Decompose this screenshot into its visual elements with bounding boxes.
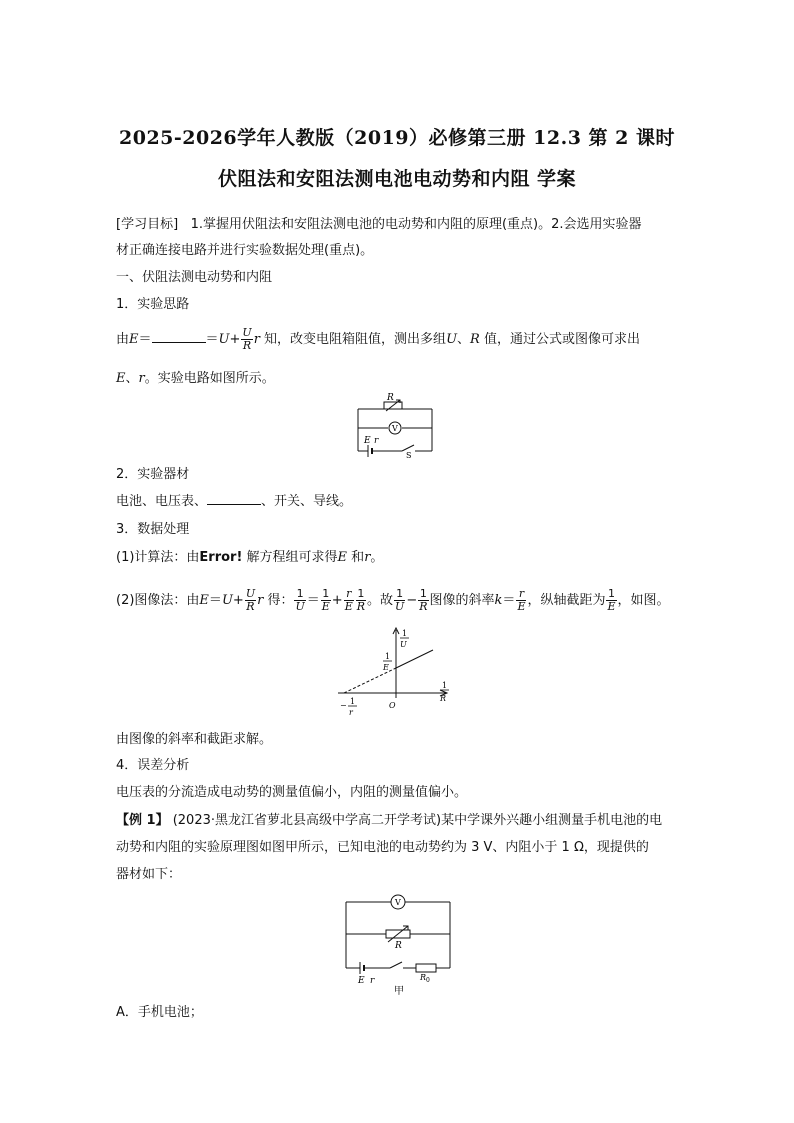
- frac-num: U: [245, 587, 256, 600]
- label-R0: R: [420, 973, 427, 982]
- fraction: [344, 588, 354, 613]
- fraction-U-over-R: [241, 327, 252, 352]
- plus-sign: +: [331, 593, 343, 608]
- document-title-line1: 2025-2026学年人教版（2019）必修第三册 12.3 第 2 课时: [119, 127, 675, 149]
- equipment-line: [116, 493, 352, 511]
- calc-post: 解方程组可求得: [242, 550, 338, 565]
- fraction: [245, 588, 256, 613]
- idea-pre: 由: [116, 332, 130, 347]
- var-E: E: [116, 371, 126, 386]
- fill-blank[interactable]: [152, 342, 206, 343]
- idea-formula-line: [116, 325, 640, 355]
- graph-method-line: [116, 586, 670, 616]
- frac-num: 1: [294, 588, 305, 601]
- equip-post: 、开关、导线。: [261, 494, 353, 509]
- frac-den: R: [356, 600, 366, 613]
- var-r: r: [257, 593, 264, 608]
- frac-num: 1: [322, 587, 330, 600]
- data-line: [396, 650, 433, 668]
- frac-den: E: [607, 600, 616, 613]
- label-E: E: [364, 436, 371, 446]
- fill-blank[interactable]: [207, 504, 261, 505]
- var-r: r: [138, 371, 145, 386]
- fraction: [294, 588, 305, 613]
- var-r: r: [364, 550, 371, 565]
- frac-num: U: [242, 326, 252, 339]
- frac-den: E: [517, 600, 526, 613]
- fraction: [356, 588, 366, 613]
- equip-pre: 电池、电压表、: [116, 494, 208, 509]
- label-R: R: [387, 393, 394, 403]
- var-E: E: [199, 593, 209, 608]
- var-k: k: [494, 593, 503, 608]
- x-intercept-num: 1: [350, 697, 356, 706]
- goal-text1: 1.掌握用伏阻法和安阻法测电池的电动势和内阻的原理(重点)。2.会选用实验器: [190, 217, 642, 232]
- label-r: r: [370, 976, 375, 986]
- frac-num: 1: [419, 587, 427, 600]
- error-field-text: Error!: [199, 550, 243, 565]
- idea-line2: [116, 370, 275, 388]
- heading-error-analysis: 4．误差分析: [116, 758, 190, 773]
- var-r: r: [253, 332, 260, 347]
- var-E: E: [129, 332, 139, 347]
- label-S: S: [406, 451, 412, 458]
- var-R: R: [470, 332, 480, 347]
- idea-post: 知，改变电阻箱阻值，测出多组: [259, 332, 447, 347]
- y-label-num: 1: [402, 629, 408, 638]
- error-analysis-text: 电压表的分流造成电动势的测量值偏小，内阻的测量值偏小。: [116, 785, 468, 800]
- heading-data-processing: 3．数据处理: [116, 522, 190, 537]
- graph-get: 得：: [263, 593, 294, 608]
- eq-sign: ＝: [138, 332, 152, 347]
- label-V: V: [395, 898, 401, 907]
- label-r: r: [374, 436, 379, 446]
- item-a-line: A．手机电池；: [116, 1005, 203, 1020]
- frac-num: 1: [608, 587, 615, 600]
- var-E: E: [337, 550, 348, 565]
- plus-sign: +: [232, 593, 244, 608]
- label-V: V: [392, 424, 398, 433]
- learning-goals-line1: [116, 216, 642, 234]
- eq-sign: ＝: [306, 593, 320, 608]
- frac-num: 1: [394, 588, 405, 601]
- x-label-num: 1: [442, 681, 448, 690]
- frac-den: E: [321, 600, 330, 613]
- frac-den: U: [395, 600, 405, 613]
- calc-and: 和: [347, 550, 365, 565]
- fraction: [394, 588, 405, 613]
- label-R0-subscript: 0: [426, 977, 430, 984]
- heading-equipment: 2．实验器材: [116, 467, 190, 482]
- var-U: U: [218, 332, 230, 347]
- graph-therefore: 。故: [367, 593, 394, 608]
- inverse-U-vs-inverse-R-plot: [334, 624, 464, 724]
- goal-tag: [学习目标]: [116, 217, 179, 232]
- example1-line2: 动势和内阻的实验原理图如图甲所示，已知电池的电动势约为 3 V、内阻小于 1 Ω，现提供的: [116, 840, 649, 855]
- voltmeter-resistor-circuit-diagram: [352, 388, 438, 458]
- example-circuit-diagram-jia: [338, 890, 458, 996]
- x-label-den: R: [440, 694, 447, 703]
- fraction: [418, 588, 428, 613]
- var-U: U: [221, 593, 233, 608]
- frac-den: R: [419, 600, 428, 613]
- calc-pre: (1)计算法：由: [116, 550, 200, 565]
- separator: 、: [457, 332, 471, 347]
- origin-label: O: [389, 701, 396, 710]
- graph-slope: 图像的斜率: [429, 593, 495, 608]
- frac-den: E: [344, 600, 353, 613]
- fraction: [321, 588, 331, 613]
- frac-num: 1: [357, 587, 365, 600]
- heading-experiment-idea: 1．实验思路: [116, 297, 190, 312]
- plus-sign: +: [229, 332, 241, 347]
- fraction: [606, 588, 616, 613]
- label-E: E: [358, 976, 365, 986]
- minus-sign: −: [340, 701, 347, 710]
- learning-goals-line2: 材正确连接电路并进行实验数据处理(重点)。: [116, 243, 374, 258]
- example1-line1: [116, 812, 662, 830]
- graph-solve-line: 由图像的斜率和截距求解。: [116, 732, 273, 747]
- graph-end: ，如图。: [617, 593, 670, 608]
- diagram-caption: 甲: [394, 986, 404, 996]
- example-text1: (2023·黑龙江省萝北县高级中学高二开学考试)某中学课外兴趣小组测量手机电池的电: [172, 813, 663, 828]
- var-U: U: [446, 332, 458, 347]
- eq-sign: ＝: [205, 332, 219, 347]
- eq-sign: ＝: [208, 593, 222, 608]
- frac-num: r: [516, 588, 526, 601]
- intercept-label-den: E: [383, 663, 389, 672]
- example1-line3: 器材如下：: [116, 867, 182, 882]
- graph-intercept: ，纵轴截距为: [527, 593, 606, 608]
- idea2-text: 。实验电路如图所示。: [144, 371, 275, 386]
- frac-den: R: [246, 600, 255, 613]
- protective-resistor-symbol: [416, 964, 436, 972]
- idea-post2: 值，通过公式或图像可求出: [479, 332, 640, 347]
- x-intercept-den: r: [349, 708, 353, 717]
- minus-sign: −: [406, 593, 418, 608]
- label-R: R: [395, 941, 402, 951]
- document-title-line2: 伏阻法和安阻法测电池电动势和内阻 学案: [217, 168, 577, 190]
- calc-end: 。: [370, 550, 384, 565]
- section1-heading: 一、伏阻法测电动势和内阻: [116, 270, 273, 285]
- example-tag: 【例 1】: [116, 813, 169, 828]
- y-label-den: U: [400, 640, 407, 649]
- eq-sign: ＝: [502, 593, 516, 608]
- frac-den: U: [295, 600, 305, 613]
- frac-den: R: [242, 339, 252, 352]
- separator: 、: [125, 371, 139, 386]
- fraction: [516, 588, 526, 613]
- intercept-label-num: 1: [385, 652, 391, 661]
- switch-symbol: [390, 962, 402, 968]
- graph-pre: (2)图像法：由: [116, 593, 200, 608]
- calc-method-line: [116, 549, 383, 567]
- frac-num: r: [344, 588, 354, 601]
